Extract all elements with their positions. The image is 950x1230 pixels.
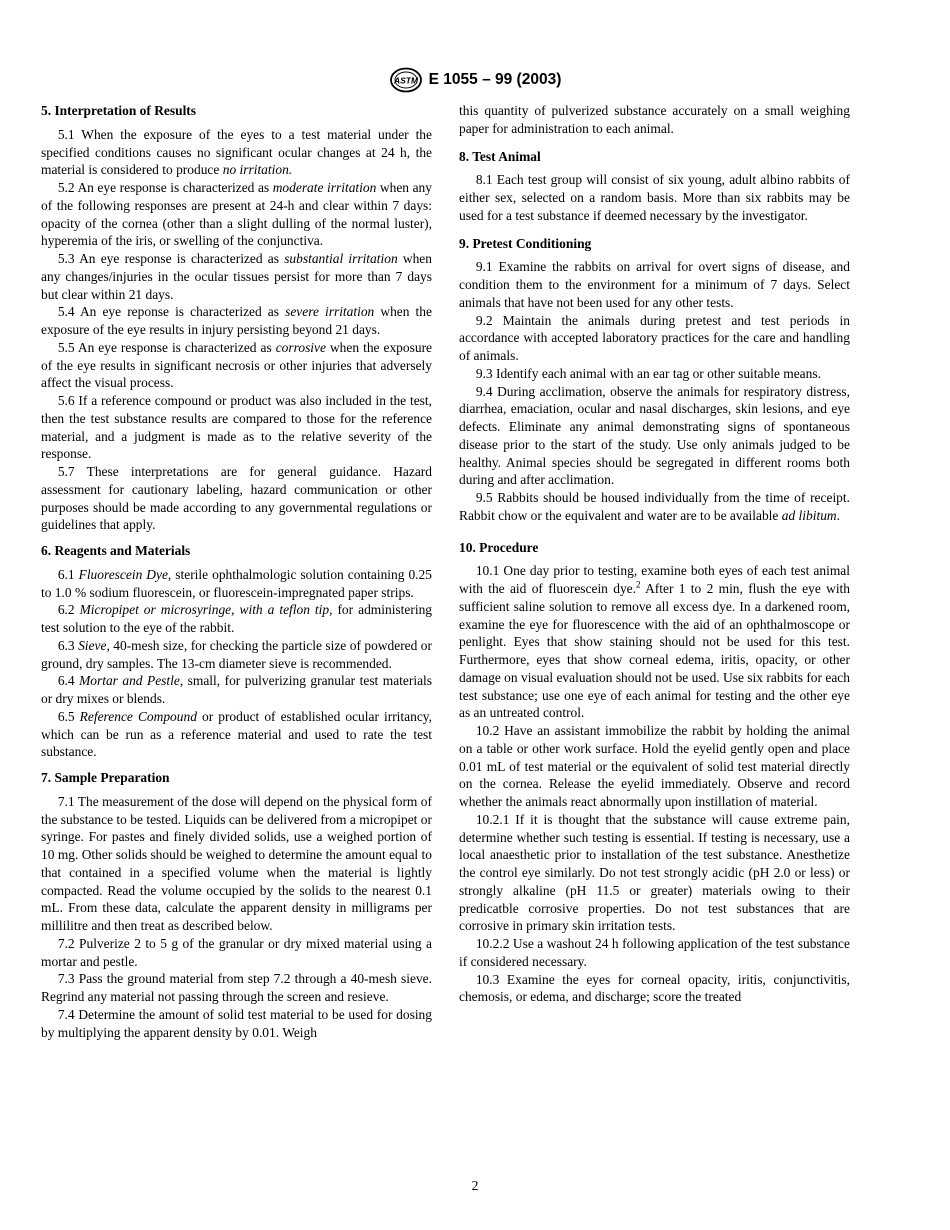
para-10-2: 10.2 Have an assistant immobilize the rabbit by holding the animal on a table or other work surface. Hold the eyelid gently open and place 0.01 mL of test material or the equivalent of solid test material directly on the cornea. Release the eyelid immediately. Observe and record whether the animals react abnormally upon instillation of material. xyxy=(459,723,850,809)
para-10-1: 10.1 One day prior to testing, examine both eyes of each test animal with the aid of fluorescein dye.$^2$ After 1 to 2 min, flush the eye with sufficient saline solution to remove all excess dye. In a darkened room, examine the eye for fluorescence with the aid of an ophthalmoscope or penlight. Eyes that show staining should not be used for this test. Furthermore, eyes that show corneal edema, iritis, opacity, or other damage on visual evaluation should not be used. Use six rabbits for each test substance; use one eye of each animal for testing and the other eye as an untreated control. xyxy=(459,563,851,721)
para-9-3: 9.3 Identify each animal with an ear tag or other suitable means. xyxy=(475,365,821,381)
section-7-heading: 7. Sample Preparation xyxy=(41,770,170,785)
document-designation: E 1055 – 99 (2003) xyxy=(428,71,562,88)
para-5-5: 5.5 An eye response is characterized as corrosive when the exposure of the eye results in significant necrosis or other injuries that adversely affect the visual process. xyxy=(41,339,433,391)
section-10-heading: 10. Procedure xyxy=(459,539,539,555)
logo-text: ASTM xyxy=(393,75,418,86)
para-6-4: 6.4 Mortar and Pestle, small, for pulverizing granular test materials or dry mixes or blends. xyxy=(41,673,433,706)
section-9-heading: 9. Pretest Conditioning xyxy=(459,235,592,251)
section-5-heading: 5. Interpretation of Results xyxy=(41,103,197,118)
para-10-2-2: 10.2.2 Use a washout 24 h following application of the test substance if considered necessary. xyxy=(459,936,850,969)
para-6-1: 6.1 Fluorescein Dye, sterile ophthalmologic solution containing 0.25 to 1.0 % sodium fluorescein, or fluorescein-impregnated paper strips. xyxy=(41,566,432,600)
para-7-4-continued: this quantity of pulverized substance accurately on a small weighing paper for administration to each animal. xyxy=(459,103,850,136)
section-6-heading: 6. Reagents and Materials xyxy=(41,543,191,558)
para-5-1: 5.1 When the exposure of the eyes to a test material under the specified conditions causes no significant ocular changes at 24 h, the material is considered to produce no irritation. xyxy=(41,126,432,178)
page-number: 2 xyxy=(471,1178,479,1193)
left-column xyxy=(41,102,432,1041)
page-header xyxy=(0,66,950,94)
footnote-ref: 2 xyxy=(636,579,641,590)
para-7-1: 7.1 The measurement of the dose will depend on the physical form of the substance to be tested. Liquids can be delivered from a micropipet or syringe. For pastes and finely divided solids, use a weighed portion of 10 mg. Other solids should be weighed to determine the amount equal to that contained in a specified volume when the material is lightly compacted. Read the volume occupied by the solids to the nearest 0.1 mL. From these data, calculate the apparent density in milligrams per millilitre and then treat as described below. xyxy=(41,793,432,933)
astm-logo-icon xyxy=(389,67,423,93)
right-column xyxy=(459,102,850,1006)
para-10-2-1: 10.2.1 If it is thought that the substance will cause extreme pain, determine whether such testing is essential. If testing is necessary, use a local anaesthetic prior to installation of the test substance. Anesthetize the control eye similarly. Do not test strongly acidic (pH 2.0 or less) or strongly alkaline (pH 11.5 or greater) materials owing to their predicatble corrosive properties. Do not test substances that are corrosive in primary skin irritation tests. xyxy=(459,811,850,934)
para-6-5: 6.5 Reference Compound or product of established ocular irritancy, which can be run as a reference material and used to rate the test substance. xyxy=(41,708,432,760)
para-6-3: 6.3 Sieve, 40-mesh size, for checking the particle size of powdered or ground, dry samples. The 13-cm diameter sieve is recommended. xyxy=(41,637,433,671)
para-8-1: 8.1 Each test group will consist of six young, adult albino rabbits of either sex, selected on a random basis. More than six rabbits may be used for a test substance if deemed necessary by the investigator. xyxy=(459,172,850,223)
para-5-7: 5.7 These interpretations are for general guidance. Hazard assessment for cautionary labeling, hazard communication or other purposes should be made according to any governmental regulations or guidelines that apply. xyxy=(41,464,432,533)
para-7-2: 7.2 Pulverize 2 to 5 g of the granular or dry mixed material using a mortar and pestle. xyxy=(41,935,432,969)
para-9-2: 9.2 Maintain the animals during pretest and test periods in accordance with accepted laboratory practices for the care and handling of animals. xyxy=(459,312,850,363)
para-5-2: 5.2 An eye response is characterized as moderate irritation when any of the following responses are present at 24-h and clear within 7 days: opacity of the cornea (other than a slight dulling of the normal luster), hyperemia of the iris, or swelling of the conjunctiva. xyxy=(41,180,432,249)
para-10-3: 10.3 Examine the eyes for corneal opacity, iritis, conjunctivitis, chemosis, or edema, and discharge; score the treated xyxy=(459,971,850,1005)
para-5-6: 5.6 If a reference compound or product was also included in the test, then the test substance results are compared to those for the reference material, and a judgment is made as to the relative severity of the response. xyxy=(41,393,432,462)
para-5-4: 5.4 An eye reponse is characterized as severe irritation when the exposure of the eye results in injury persisting beyond 21 days. xyxy=(41,304,432,337)
para-9-4: 9.4 During acclimation, observe the animals for respiratory distress, diarrhea, emaciation, ocular and nasal discharges, skin lesions, and eye defects. Eliminate any animal demonstrating signs of spontaneous disease prior to the start of the study. Use only animals judged to be healthy. Animal species should be segregated in different rooms both during and after acclimation. xyxy=(459,383,850,488)
para-9-1: 9.1 Examine the rabbits on arrival for overt signs of disease, and condition them to the environment for a minimum of 7 days. Select animals that have not been used for any other tests. xyxy=(459,259,850,310)
para-6-2: 6.2 Micropipet or microsyringe, with a teflon tip, for administering test solution to the eye of the rabbit. xyxy=(41,602,433,635)
para-9-5: 9.5 Rabbits should be housed individually from the time of receipt. Rabbit chow or the equivalent and water are to be available ad libitum. xyxy=(459,490,850,523)
section-8-heading: 8. Test Animal xyxy=(459,148,541,164)
para-7-4: 7.4 Determine the amount of solid test material to be used for dosing by multiplying the apparent density by 0.01. Weigh xyxy=(41,1006,432,1040)
para-7-3: 7.3 Pass the ground material from step 7.2 through a 40-mesh sieve. Regrind any material not passing through the screen and resieve. xyxy=(41,971,432,1004)
para-5-3: 5.3 An eye response is characterized as substantial irritation when any changes/injuries in the ocular tissues persist for more than 7 days but clear within 21 days. xyxy=(41,251,432,302)
